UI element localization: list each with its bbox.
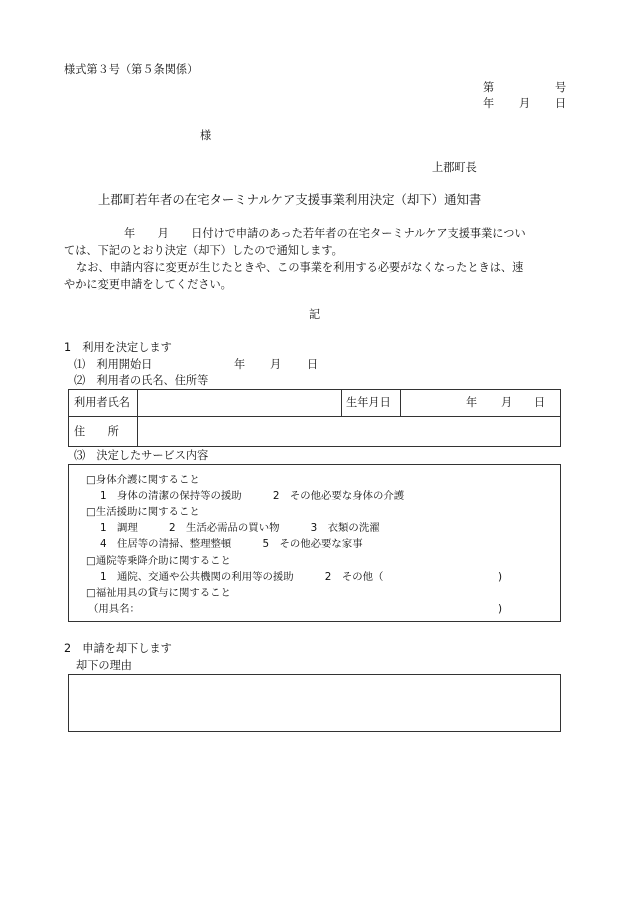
address-field[interactable] [139,417,560,446]
transport-close-paren: ) [498,571,503,583]
doc-number-dai: 第 [483,81,495,94]
doc-date-year: 年 [483,97,495,110]
equipment-close-paren: ) [498,603,503,615]
section1-heading: 1 利用を決定します [64,341,172,354]
services-label: ⑶ 決定したサービス内容 [74,449,209,462]
birthdate-day: 日 [534,396,546,409]
rejection-reason-box[interactable] [68,674,561,732]
user-name-label: 利用者氏名 [74,396,130,409]
service-category-living-support: □生活援助に関すること [86,506,200,518]
start-date-day: 日 [307,358,319,371]
birthdate-year: 年 [466,396,478,409]
equipment-name-label: （用具名： [88,603,140,615]
rejection-reason-label: 却下の理由 [76,659,132,672]
service-category-welfare-equipment: □福祉用具の貸与に関すること [86,587,231,599]
body-line-3: なお、申請内容に変更が生じたときや、この事業を利用する必要がなくなったときは、速 [76,261,524,274]
user-info-label: ⑵ 利用者の氏名、住所等 [74,374,209,387]
birthdate-month: 月 [501,396,513,409]
doc-date-month: 月 [519,97,531,110]
service-items-living-support-2: 4 住居等の清掃、整理整頓 5 その他必要な家事 [100,538,363,550]
service-items-living-support-1: 1 調理 2 生活必需品の買い物 3 衣類の洗濯 [100,522,380,534]
start-date-label: ⑴ 利用開始日 [74,358,153,371]
document-title: 上郡町若年者の在宅ターミナルケア支援事業利用決定（却下）通知書 [98,192,482,207]
form-id: 様式第３号（第５条関係） [64,63,199,76]
address-label: 住 所 [74,425,119,438]
ki-heading: 記 [309,308,321,321]
issuer: 上郡町長 [432,161,477,174]
start-date-month: 月 [270,358,282,371]
service-category-transport: □通院等乗降介助に関すること [86,555,231,567]
body-line-4: やかに変更申請をしてください。 [64,278,232,291]
user-name-field[interactable] [139,390,340,415]
doc-date-day: 日 [555,97,567,110]
doc-number-go: 号 [555,81,567,94]
birthdate-label: 生年月日 [346,396,391,409]
body-line-2: ては、下記のとおり決定（却下）したので通知します。 [64,244,343,257]
body-line-1: 年 月 日付けで申請のあった若年者の在宅ターミナルケア支援事業につい [124,227,526,240]
service-items-transport: 1 通院、交通や公共機関の利用等の援助 2 その他（ [100,571,384,583]
start-date-year: 年 [234,358,246,371]
service-items-physical-care: 1 身体の清潔の保持等の援助 2 その他必要な身体の介護 [100,490,405,502]
section2-heading: 2 申請を却下します [64,642,172,655]
addressee-suffix: 様 [200,129,212,142]
service-category-physical-care: □身体介護に関すること [86,474,200,486]
